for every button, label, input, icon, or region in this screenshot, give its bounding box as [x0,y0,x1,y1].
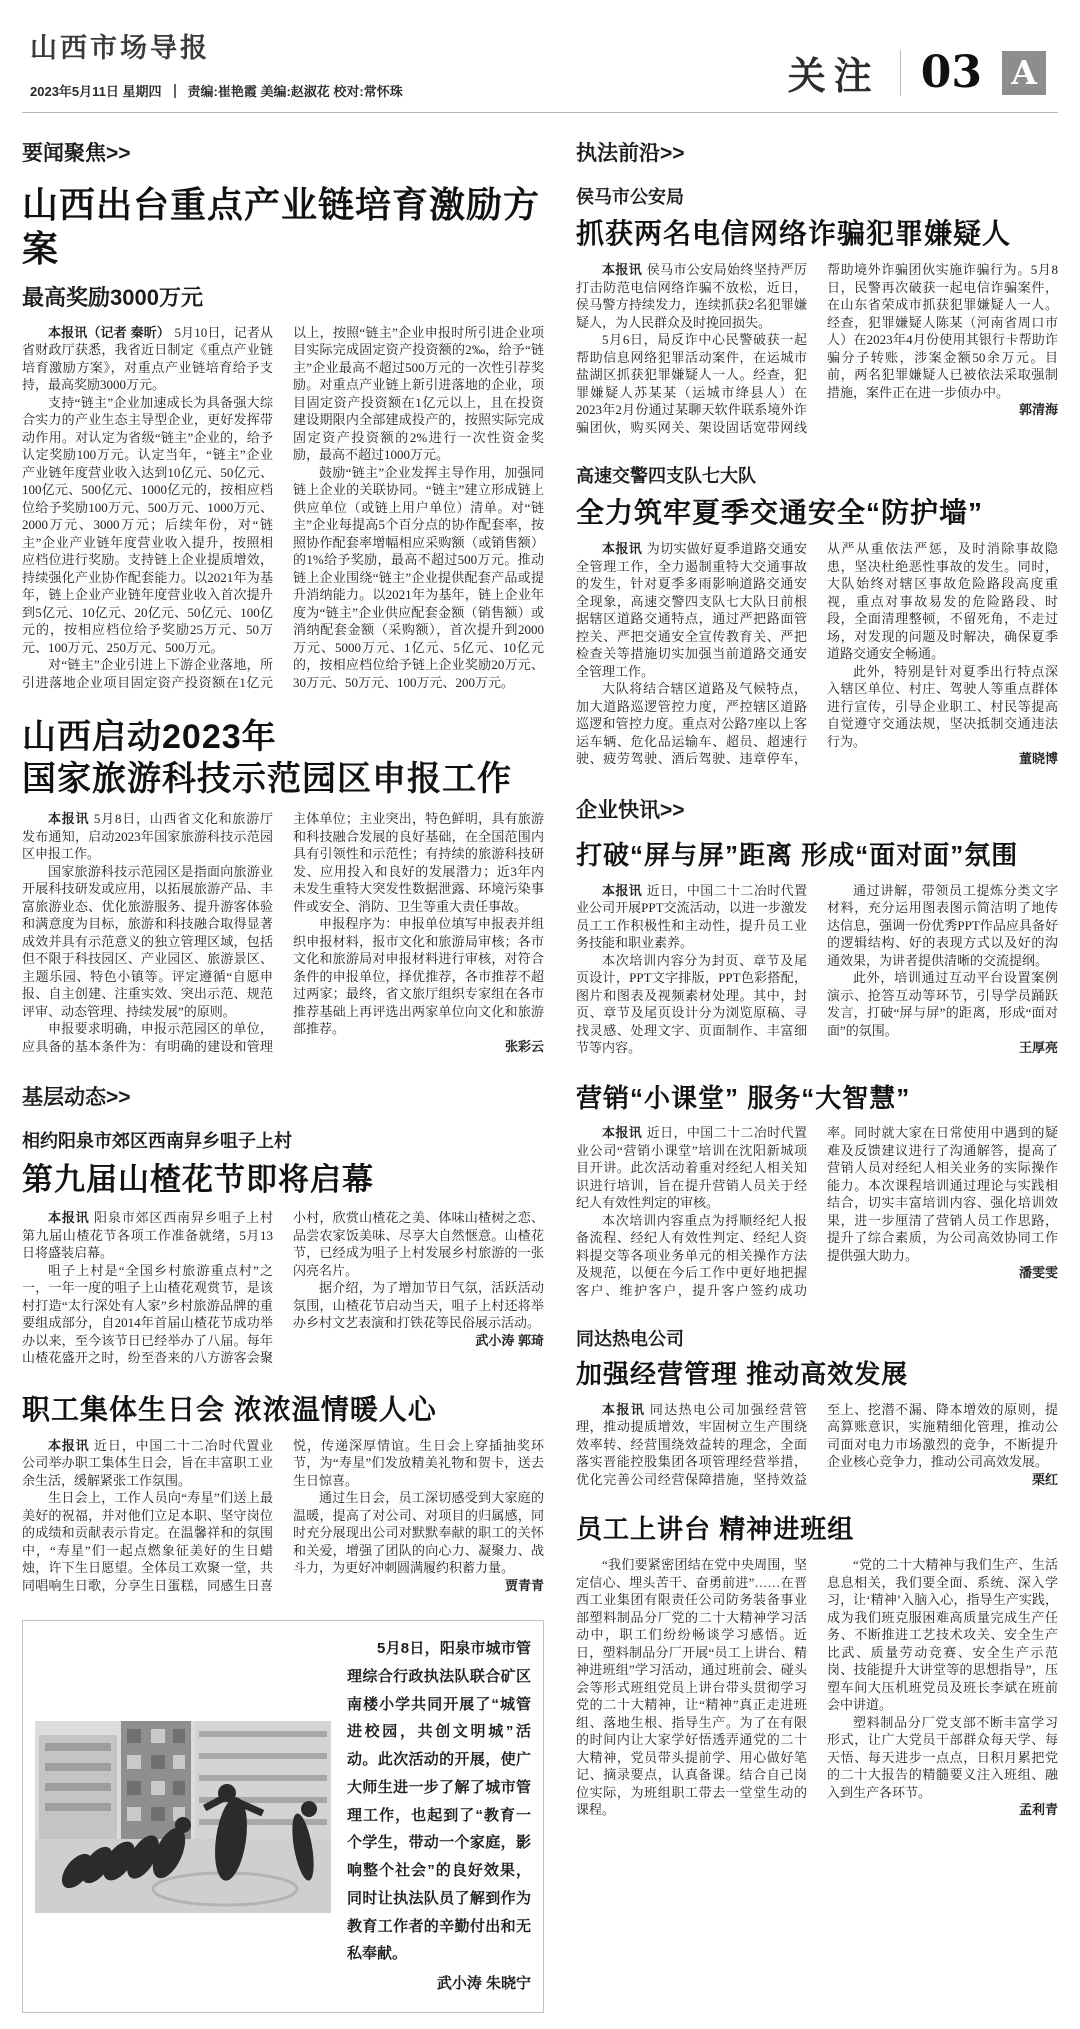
article-kicker: 高速交警四支队七大队 [576,466,756,487]
edition-badge: A [1002,51,1046,95]
paragraph: 此外，培训通过互动平台设置案例演示、抢答互动等环节，引导学员踊跃发言，打破“屏与屏”的距离，形成“面对面”的氛围。 [827,970,1058,1038]
paragraph: 鼓励“链主”企业发挥主导作用，加强同链上企业的关联协同。“链主”建立形成链上供应单位（或链上用户单位）清单。对“链主”企业每提高5个百分点的协作配套率，按照协作配套率增幅相应采购额（或销售额）的1%给予奖励，最高不超过500万元。推动链上企业围绕“链主”企业提供配套产品或提升消纳能力。以2021年为基年，链上企业年度为“链主”企业供应配套金额（销售额）或消纳配套金额（采购额），首次提升到2000万元、5000万元、1亿元、5亿元、10亿元的，按相应档位给予链上企业奖励20万元、30万元、50万元、100万元、200万元。 [293,464,544,690]
dateline-lead: 本报讯 [602,1125,643,1141]
photo-caption-text: 5月8日，阳泉市城市管理综合行政执法队联合矿区南楼小学共同开展了“城管进校园，共创文明城”活动。此次活动的开展，使广大师生进一步了解了城市管理工作，也起到了“教育一个学生，带动一个家庭，影响整个社会”的良好效果，同时让执法队员了解到作为教育工作者的辛勤付出和无私奉献。 [347,1640,531,1963]
masthead-right [788,45,1050,100]
paragraph: 据介绍，为了增加节日气氛，活跃活动氛围，山楂花节启动当天，咀子上村还将举办乡村文艺表演和打铁花等民俗展示活动。 [293,1280,544,1331]
article-thermal-power [576,1325,1058,1488]
page-columns [22,137,1058,2013]
section-label-jiceng: 基层动态>> [22,1086,131,1110]
paragraph: 此外，特别是针对夏季出行特点深入辖区单位、村庄、驾驶人等重点群体进行宣传，引导企业职工、村民等提高自觉遵守交通法规，坚决抵制交通违法行为。 [827,663,1058,749]
article-title: 全力筑牢夏季交通安全“防护墙” [576,497,984,529]
paragraph-text: 近日，中国二十二冶时代置业公司举办职工集体生日会，旨在丰富职工业余生活，缓解紧张工作氛围。 [22,1437,273,1488]
paragraph-text: 5月8日，山西省文化和旅游厅发布通知，启动2023年国家旅游科技示范园区申报工作。 [22,811,273,862]
article-marketing-class [576,1083,1058,1300]
dateline-lead: 本报讯 [602,262,643,278]
article-body [22,1209,544,1367]
article-staff-lecture [576,1514,1058,1818]
article-title: 职工集体生日会 浓浓温情暖人心 [22,1393,437,1425]
paper-name: 山西市场导报 [30,33,210,63]
article-body [576,1124,1058,1299]
paragraph: 国家旅游科技示范园区是指面向旅游业开展科技研发或应用，以拓展旅游产品、丰富旅游业态、优化旅游服务、提升游客体验和满意度为目标，旅游和科技融合取得显著成效并具有示范意义的独立管理区域，包括但不限于科技园区、产业园区、旅游景区、主题乐园、特色小镇等。评定遵循“自愿申报、自主创建、注重实效、突出示范、规范评审、动态管理、持续发展”的原则。 [22,863,273,1019]
paragraph: 生日会上，工作人员向“寿星”们送上最美好的祝福，并对他们立足本职、坚守岗位的成绩和贡献表示肯定。在温馨祥和的氛围中，“寿星”们一起点燃象征美好的生日蜡烛，许下生日愿望。全体员工欢聚一堂，共同唱响生日歌，分享生日蛋糕，同感生日喜悦，传递深厚情谊。生日会上穿插抽奖环节，为“寿星”们发放精美礼物和贺卡，送去生日惊喜。 [22,1437,544,1593]
dateline-lead: 本报讯 [48,1210,90,1226]
news-photo [35,1721,331,1913]
article-kicker: 侯马市公安局 [576,187,684,207]
section-name: 关注 [787,56,880,98]
masthead-left [30,26,403,100]
paragraph: 5月6日，局反诈中心民警破获一起帮助信息网络犯罪活动案件，在运城市盐湖区抓获犯罪嫌疑人一人。经查，犯罪嫌疑人苏某某（运城市绛县人）在2023年2月份通过某聊天软件联系境外诈骗团伙，购买网关、架设固话宽带网线帮助境外诈骗团伙实施诈骗行为。5月8日，民警再次破获一起电信诈骗案件，在山东省荣成市抓获犯罪嫌疑人一人。经查，犯罪嫌疑人陈某（河南省周口市人）在2023年4月份使用其银行卡帮助诈骗分子转账，涉案金额50余万元。目前，两名犯罪嫌疑人已被依法采取强制措施，案件正在进一步侦办中。 [576,262,1058,435]
article-author: 栗红 [1031,1471,1058,1487]
article-title [22,717,544,800]
article-traffic-safety [576,462,1058,768]
dateline-lead: 本报讯 [602,882,643,898]
paragraph: “我们要紧密团结在党中央周围，坚定信心、埋头苦干、奋勇前进”……在晋西工业集团有限责任公司防务装备事业部塑料制品分厂党的二十大精神学习活动中，职工们纷纷畅谈学习感悟。近日，塑料制品分厂开展“员工上讲台、精神进班组”学习活动，通过班前会、碰头会等形式班组党员上讲台带头贯彻学习党的二十大精神，让“精神”真正走进班组、落地生根、指导生产。为了在有限的时间内让大家学好悟透弄通党的二十大精神，党员带头提前学、用心做好笔记、摘录要点，认真备课。结合自己岗位实际，为班组职工带去一堂堂生动的课程。 [576,1557,807,1818]
paragraph: 通过生日会，员工深切感受到大家庭的温暖，提高了对公司、对项目的归属感，同时充分展现出公司对默默奉献的职工的关怀和关爱，增强了团队的向心力、凝聚力、战斗力，为更好冲刺圆满履约积蓄力量。 [293,1490,544,1576]
article-title: 山西出台重点产业链培育激励方案 [22,184,541,269]
article-body [576,1401,1058,1489]
photo-news-box [22,1620,544,2013]
paragraph [22,1437,273,1490]
article-kicker: 同达热电公司 [576,1329,684,1350]
article-title: 加强经营管理 推动高效发展 [576,1359,909,1390]
article-birthday-party [22,1393,544,1595]
article-body [576,882,1058,1057]
paragraph: 申报要求明确，申报示范园区的单位，应具备的基本条件为：有明确的建设和管理主体单位；主业突出，特色鲜明，具有旅游和科技融合发展的良好基础，在全国范围内具有引领性和示范性；有持续的旅游科技研发、应用投入和良好的发展潜力；近3年内未发生重特大突发性数据泄露、环境污染事件或安全、消防、卫生等重大责任事故。 [22,811,544,1054]
photo-caption-authors: 武小涛 朱晓宁 [436,1975,531,1993]
paragraph [22,324,273,394]
article-body [576,261,1058,436]
title-line-1: 山西启动2023年 [22,718,277,757]
photo-caption [347,1635,531,1998]
paragraph [22,1209,273,1262]
paragraph [22,810,273,863]
article-title: 抓获两名电信网络诈骗犯罪嫌疑人 [576,218,1012,249]
article-title: 打破“屏与屏”距离 形成“面对面”氛围 [576,839,1019,870]
article-body [22,324,544,692]
article-title: 员工上讲台 精神进班组 [576,1514,855,1545]
article-author: 武小涛 郭琦 [475,1332,544,1348]
article-incentive-plan [22,183,544,691]
paragraph-text: 5月10日，记者从省财政厅获悉，我省近日制定《重点产业链培育激励方案》，对重点产业链培育给予支持，最高奖励3000万元。 [22,324,273,393]
paragraph: 本次培训内容重点为捋顺经纪人报备流程、经纪人有效性判定、经纪人资料提交等各项业务单元的相关操作方法及规范，以便在今后工作中更好地把握客户、维护客户，提升客户签约成功率。同时就大家在日常使用中遇到的疑难及反馈建议进行了沟通解答，提高了营销人员对经纪人相关业务的实际操作能力。本次课程培训通过理论与实践相结合，切实丰富培训内容、强化培训效果，进一步厘清了营销人员工作思路，提升了综合素质，为公司高效协同工作提供强大助力。 [576,1125,1058,1298]
masthead-divider [900,50,901,96]
article-hawthorn-festival [22,1127,544,1366]
dateline-lead: 本报讯 [602,541,643,557]
paragraph-text: 为切实做好夏季道路交通安全管理工作，全力遏制重特大交通事故的发生，针对夏季多雨影响道路交通安全现象，高速交警四支队七大队日前根据辖区道路交通特点，通过严把路面管控关、严把交通安全宣传教育关、严把检查关等措施切实加强当前道路交通安全管理工作。 [576,541,807,679]
dateline-divider [174,84,176,98]
section-label-qiye: 企业快讯>> [576,798,685,822]
article-author: 郭清海 [1018,402,1058,418]
paragraph: 大队将结合辖区道路及气候特点，加大道路巡逻管控力度，严控辖区道路巡逻和管控力度。重点对公路7座以上客运车辆、危化品运输车、超员、超速行驶、疲劳驾驶、酒后驾驶、违章停车，从严从重依法严惩，及时消除事故隐患，坚决杜绝恶性事故的发生。同时，大队始终对辖区事故危险路段高度重视，重点对事故易发的危险路段、时段，全面清理整顿，不留死角，不走过场，对发现的问题及时解决，确保夏季道路交通安全畅通。 [576,541,1058,767]
paragraph: 通过讲解，带领员工提炼分类文字材料，充分运用图表图示简洁明了地传达信息，强调一份优秀PPT作品应具备好的逻辑结构、好的表现方式以及好的沟通效果，为讲者提供清晰的交流提纲。 [827,882,1058,968]
dateline-lead: 本报讯 [48,811,90,827]
dateline-lead: 本报讯 [602,1401,646,1417]
paragraph [576,1124,807,1212]
article-body [576,540,1058,768]
paragraph: 对“链主”企业引进上下游企业落地，所引进落地企业项目固定资产投资额在1亿元以上，按照“链主”企业申报时所引进企业项目实际完成固定资产投资额的2‰，给予“链主”企业最高不超过500万元的一次性引荐奖励。对重点产业链上新引进落地的企业，项目固定资产投资额在1亿元以上，且在投资建设期限内全部建成投产的，按照实际完成固定资产投资额的2%进行一次性资金奖励，最高不超过1000万元。 [22,324,544,690]
article-title: 第九届山楂花节即将启幕 [22,1162,374,1198]
dateline [30,81,403,100]
paragraph-text: 同达热电公司加强经营管理，推动提质增效，牢固树立生产围绕效率转、经营围绕效益转的理念，全面落实晋能控股集团各项管理经营举措，优化完善公司经营保障措施，坚持效益至上、挖潜不漏、降本增效的原则，提高算账意识，实施精细化管理，推动公司面对电力市场激烈的竞争，不断提升企业核心竞争力，推动公司高效发展。 [576,1401,1058,1487]
editors-text: 责编:崔艳霞 美编:赵淑花 校对:常怀珠 [187,84,403,99]
dateline-lead: 本报讯 [48,1437,90,1453]
paragraph: 支持“链主”企业加速成长为具备强大综合实力的产业生态主导型企业，更好发挥带动作用。对认定为省级“链主”企业的，给予认定奖励100万元。认定当年，“链主”企业产业链年度营业收入达到10亿元、50亿元、100亿元、500亿元、1000亿元的，按相应档位给予奖励100万元、500万元、1000万元、2000万元、3000万元；后续年份，对“链主”企业产业链年度营业收入提升，按照相应档位进行奖励。支持链上企业提质增效，持续强化产业协作配套能力。以2021年为基年，链上企业产业链年度营业收入首次提升到5亿元、10亿元、20亿元、50亿元、100亿元的，按相应档位给予奖励25万元、50万元、100万元、250万元、500万元。 [22,394,273,655]
paragraph: 咀子上村是“全国乡村旅游重点村”之一，一年一度的咀子上山楂花观赏节，是该村打造“太行深处有人家”乡村旅游品牌的重要组成部分，自2014年首届山楂花节成功举办以来，至今该节日已经举办了八届。每年山楂花盛开之时，纷至沓来的八方游客会聚小村，欣赏山楂花之美、体味山楂树之恋、品尝农家饭美味、尽享大自然惬意。山楂花节，已经成为咀子上村发展乡村旅游的一张闪亮名片。 [22,1210,544,1366]
paragraph: 本次培训内容分为封页、章节及尾页设计，PPT文字排版，PPT色彩搭配，图片和图表及视频素材处理。其中，封页、章节及尾页设计分为浏览原稿、寻找灵感、处理文字、页面制作、丰富细节等内容。 [576,952,807,1056]
right-column [576,137,1058,2013]
article-author: 张彩云 [504,1038,544,1054]
title-line-2: 国家旅游科技示范园区申报工作 [22,759,512,798]
paragraph [576,261,807,331]
article-tourism-tech-park [22,717,544,1055]
article-author: 贾青青 [504,1577,544,1593]
date-text: 2023年5月11日 星期四 [30,84,162,99]
paragraph: “党的二十大精神与我们生产、生活息息相关，我们要全面、系统、深入学习，让‘精神’入脑入心，指导生产实践，成为我们班克服困难高质量完成生产任务、不断推进工艺技术攻关、安全生产比武、质量劳动竞赛、安全生产示范岗、技能提升大讲堂等的思想指导”，压塑车间大压机班党员及班长李斌在班前会中讲道。 [827,1557,1058,1713]
article-author: 董晓博 [1018,751,1058,767]
section-label-zhifa: 执法前沿>> [576,142,685,165]
paragraph: 申报程序为：申报单位填写申报表并组织申报材料，报市文化和旅游局审核；各市文化和旅游局对申报材料进行审核，对符合条件的申报单位，择优推荐，各市推荐不超过两家；最终，省文旅厅组织专家组在各市推荐基础上再评选出两家单位向文化和旅游部推荐。 [293,916,544,1037]
article-author: 王厚亮 [1018,1040,1058,1056]
article-body [22,1437,544,1595]
paragraph-text: 近日，中国二十二冶时代置业公司开展PPT交流活动，以进一步激发员工工作积极性和主动性，提升员工业务技能和职业素养。 [576,882,807,951]
paragraph-text: 近日，中国二十二冶时代置业公司“营销小课堂”培训在沈阳新城项目开讲。此次活动着重对经纪人相关知识进行培训，旨在提升营销人员关于经纪人有效性判定的审核。 [576,1125,807,1211]
article-author: 孟利青 [1018,1802,1058,1818]
paragraph-text: 侯马市公安局始终坚持严厉打击防范电信网络诈骗不放松，近日，侯马警方持续发力，连续抓获2名犯罪嫌疑人，为人民群众及时挽回损失。 [576,262,807,330]
paragraph-text: 阳泉市郊区西南舁乡咀子上村第九届山楂花节各项工作准备就绪，5月13日将盛装启幕。 [22,1210,273,1261]
article-body [22,810,544,1055]
article-body [576,1556,1058,1819]
dateline-lead: 本报讯（记者 秦昕） [48,324,170,340]
article-ppt-training [576,840,1058,1057]
paragraph [576,540,807,680]
paragraph: 塑料制品分厂党支部不断丰富学习形式，让广大党员干部群众每天学、每天悟、每天进步一点点，日积月累把党的二十大报告的精髓要义注入班组、融入到生产各环节。 [827,1714,1058,1800]
article-kicker: 相约阳泉市郊区西南舁乡咀子上村 [22,1131,292,1152]
article-author: 潘雯雯 [1018,1265,1058,1281]
article-title: 营销“小课堂” 服务“大智慧” [576,1082,911,1113]
page-number: 03 [920,46,982,98]
article-fraud-suspects [576,183,1058,436]
paragraph [576,882,807,952]
section-label-yaowen: 要闻聚焦>> [22,142,131,165]
header-rule [22,112,1058,113]
masthead [22,20,1058,112]
article-deck: 最高奖励3000万元 [22,284,203,310]
left-column [22,137,544,2013]
